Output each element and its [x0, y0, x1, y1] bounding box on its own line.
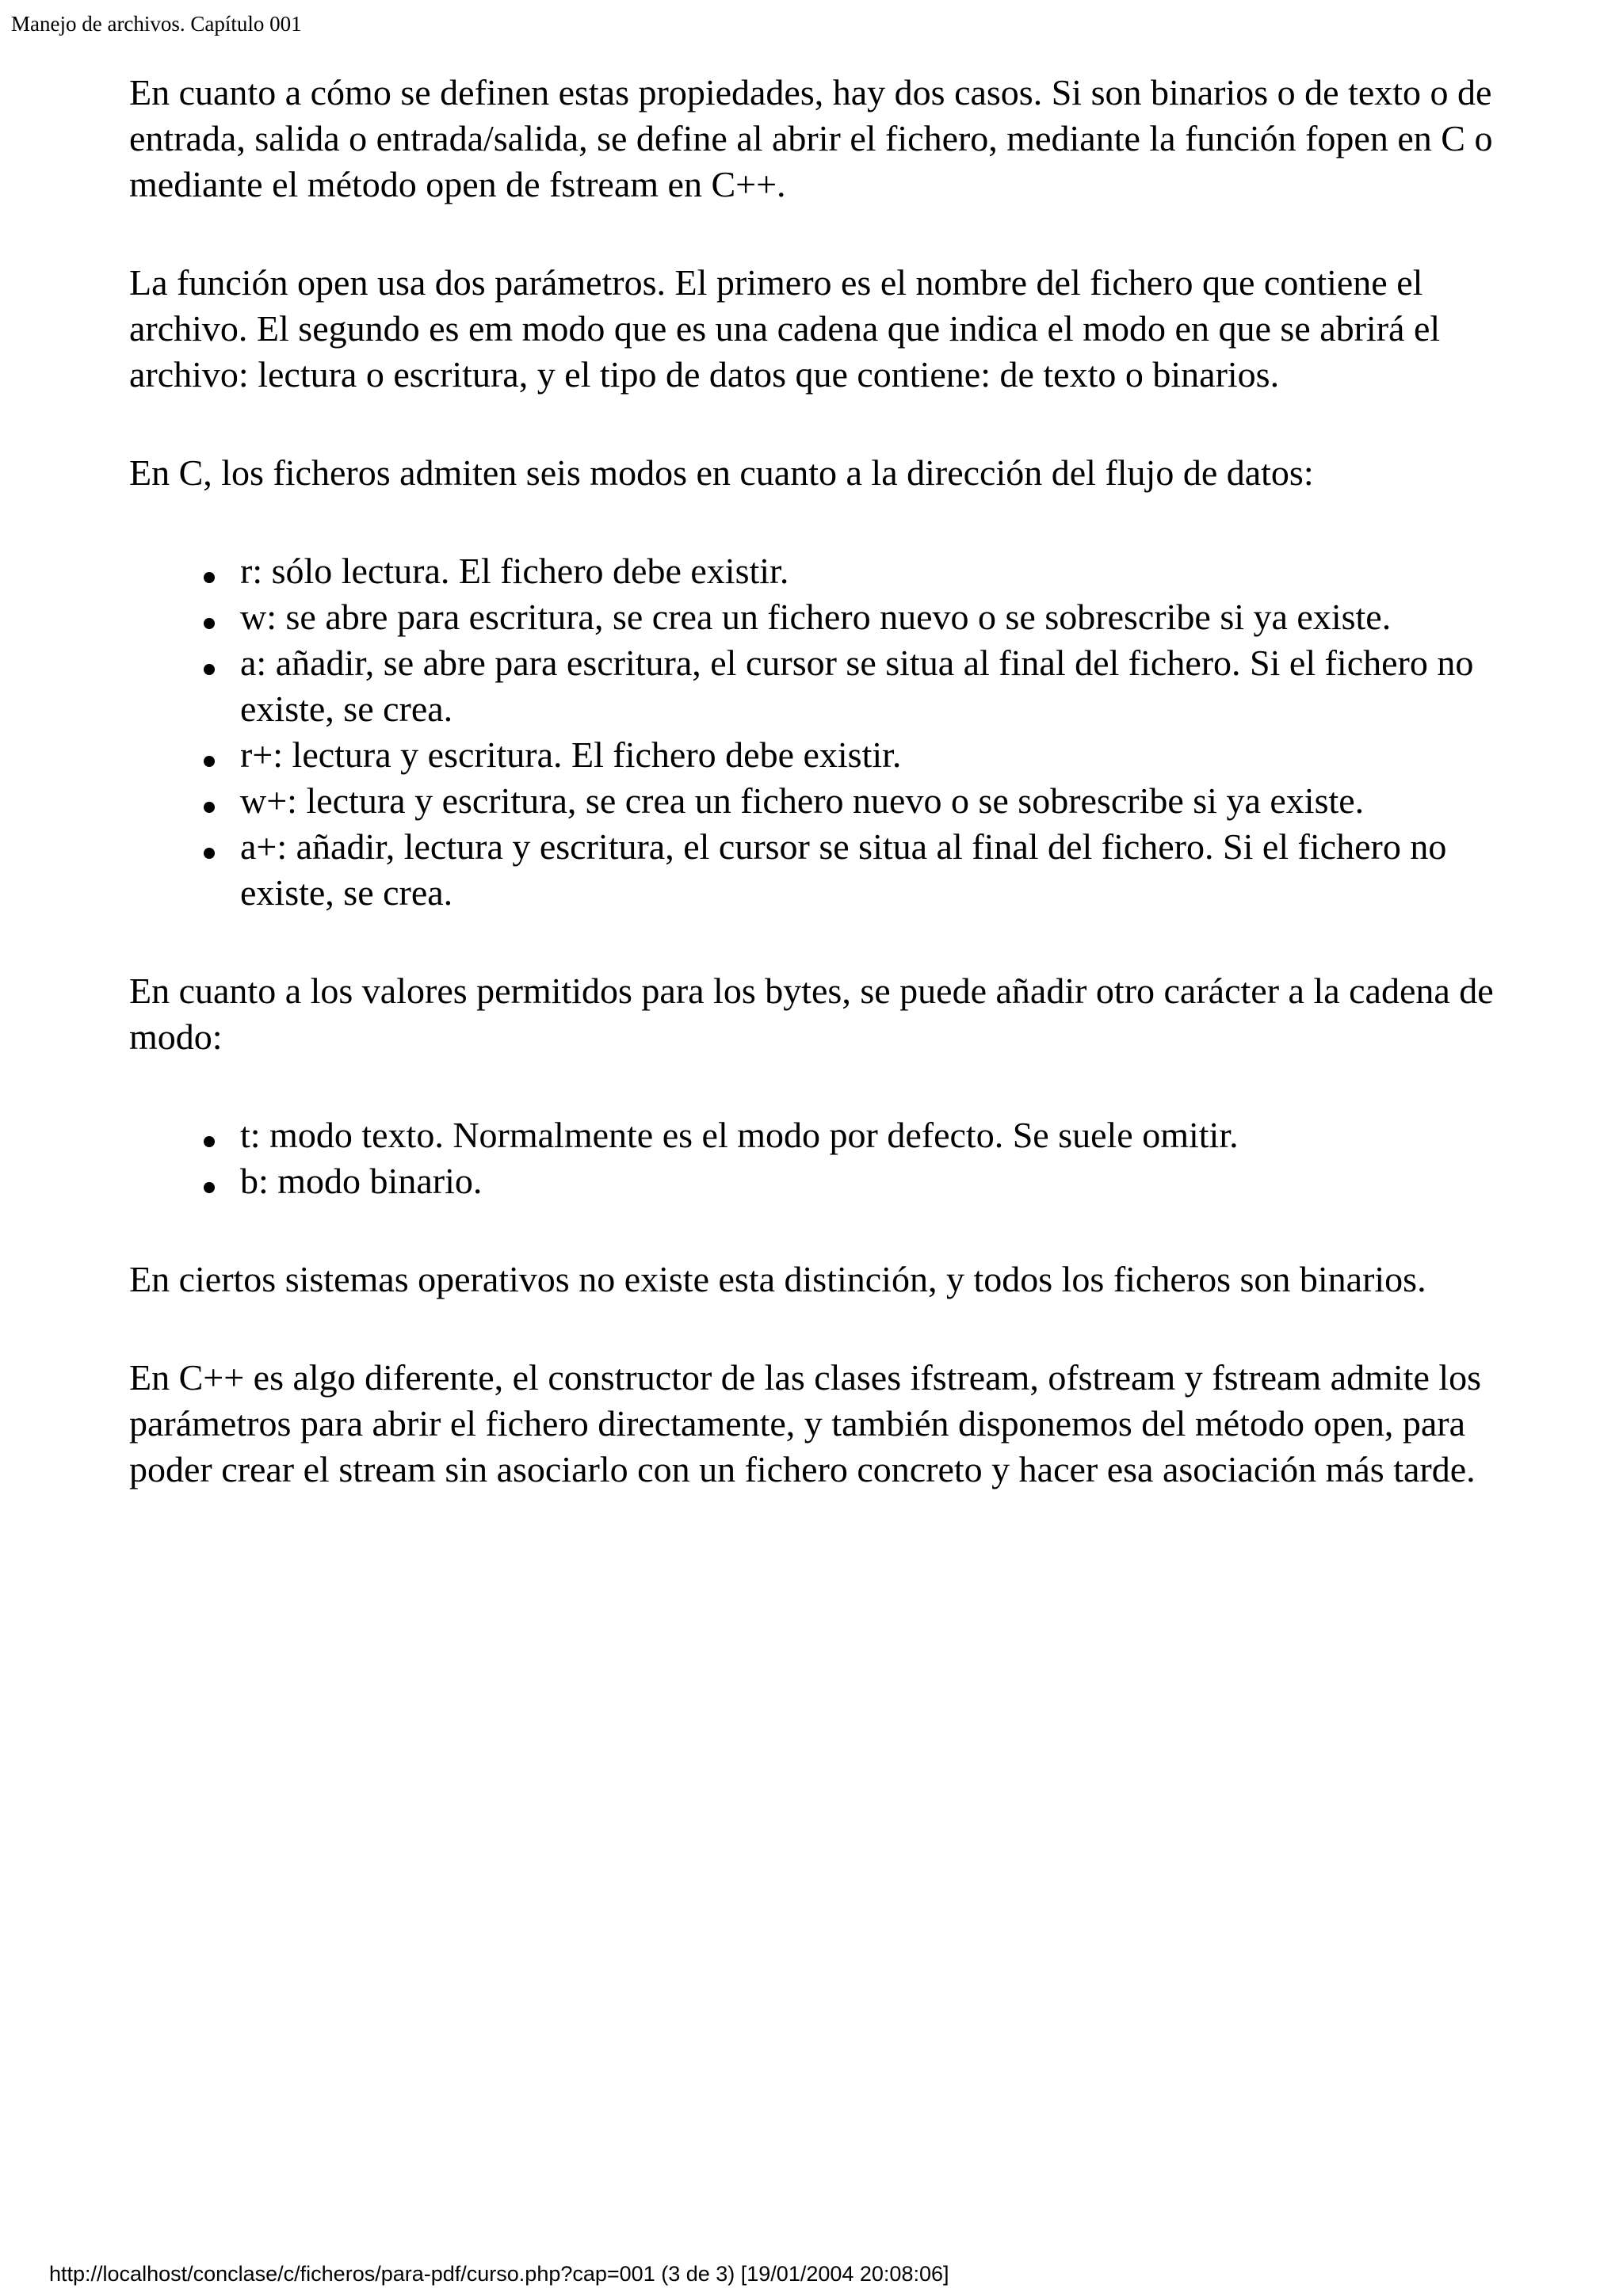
modes-list — [129, 548, 1512, 916]
list-item-text: w: se abre para escritura, se crea un fichero nuevo o se sobrescribe si ya existe. — [240, 597, 1392, 637]
bullet-icon — [204, 1182, 215, 1193]
list-item — [240, 1112, 1512, 1158]
list-item-text: t: modo texto. Normalmente es el modo por defecto. Se suele omitir. — [240, 1115, 1239, 1155]
list-item — [240, 1158, 1512, 1204]
list-item-text: w+: lectura y escritura, se crea un fichero nuevo o se sobrescribe si ya existe. — [240, 780, 1365, 821]
list-item — [240, 640, 1512, 732]
document-body — [129, 70, 1512, 1545]
bullet-icon — [204, 756, 215, 767]
bullet-icon — [204, 848, 215, 859]
paragraph-properties: En cuanto a cómo se definen estas propiedades, hay dos casos. Si son binarios o de texto o de entrada, salida o entrada/salida, se define al abrir el fichero, mediante la función fopen en C o mediante el método open de fstream en C++. — [129, 72, 1493, 204]
list-item — [240, 594, 1512, 640]
bullet-icon — [204, 1136, 215, 1147]
list-item-text: b: modo binario. — [240, 1161, 483, 1201]
bullet-icon — [204, 664, 215, 675]
paragraph-open-parameters: La función open usa dos parámetros. El primero es el nombre del fichero que contiene el archivo. El segundo es em modo que es una cadena que indica el modo en que se abrirá el archivo: lectura o escritura, y el tipo de datos que contiene: de texto o binarios. — [129, 262, 1441, 395]
paragraph-os-distinction: En ciertos sistemas operativos no existe esta distinción, y todos los ficheros son binarios. — [129, 1259, 1426, 1299]
type-list — [129, 1112, 1512, 1204]
list-item-text: r: sólo lectura. El fichero debe existir. — [240, 551, 789, 591]
paragraph-cpp-streams: En C++ es algo diferente, el constructor de las clases ifstream, ofstream y fstream admite los parámetros para abrir el fichero directamente, y también disponemos del método open, para poder crear el stream sin asociarlo con un fichero concreto y hacer esa asociación más tarde. — [129, 1357, 1482, 1489]
paragraph-byte-values: En cuanto a los valores permitidos para los bytes, se puede añadir otro carácter a la cadena de modo: — [129, 971, 1494, 1057]
paragraph-modes-intro: En C, los ficheros admiten seis modos en cuanto a la dirección del flujo de datos: — [129, 452, 1314, 493]
list-item-text: a+: añadir, lectura y escritura, el cursor se situa al final del fichero. Si el fichero no existe, se crea. — [240, 826, 1447, 913]
list-item — [240, 824, 1512, 916]
bullet-icon — [204, 802, 215, 813]
bullet-icon — [204, 572, 215, 583]
list-item — [240, 548, 1512, 594]
list-item-text: r+: lectura y escritura. El fichero debe existir. — [240, 734, 902, 775]
bullet-icon — [204, 618, 215, 629]
page-footer-url: http://localhost/conclase/c/ficheros/para-pdf/curso.php?cap=001 (3 de 3) [19/01/2004 20:08:06] — [49, 2262, 949, 2286]
list-item — [240, 732, 1512, 778]
list-item-text: a: añadir, se abre para escritura, el cursor se situa al final del fichero. Si el fichero no existe, se crea. — [240, 643, 1474, 729]
page-header: Manejo de archivos. Capítulo 001 — [11, 12, 302, 36]
list-item — [240, 778, 1512, 824]
